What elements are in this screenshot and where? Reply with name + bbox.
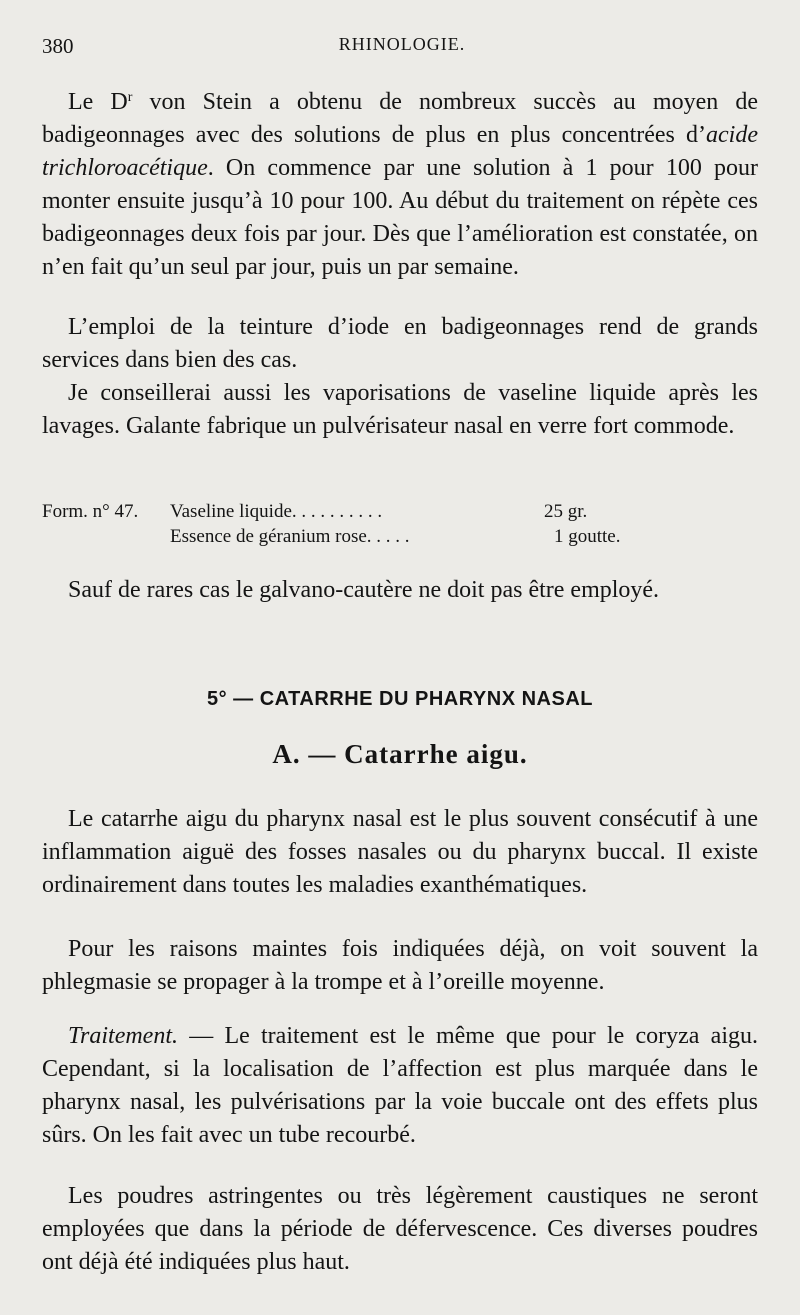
subsection-title: A. — Catarrhe aigu. bbox=[272, 739, 528, 769]
paragraph-iode: L’emploi de la teinture d’iode en badigeonnages rend de grands services dans bien des cas. bbox=[42, 314, 758, 373]
paragraph-catarrhe-aigu: Le catarrhe aigu du pharynx nasal est le plus souvent consécutif à une inflammation aiguë des fosses nasales ou du pharynx buccal. Il existe ordinairement dans toutes les maladies exanthématiques. bbox=[42, 806, 758, 898]
formula-quantity: 25 gr. bbox=[544, 501, 588, 522]
running-head: RHINOLOGIE. bbox=[338, 34, 466, 54]
section-title: 5° — CATARRHE DU PHARYNX NASAL bbox=[207, 688, 593, 710]
formula-row bbox=[42, 524, 662, 549]
paragraph-phlegmasie: Pour les raisons maintes fois indiquées déjà, on voit souvent la phlegmasie se propager à la trompe et à l’oreille moyenne. bbox=[42, 936, 758, 995]
paragraph-galvano: Sauf de rares cas le galvano-cautère ne doit pas être employé. bbox=[68, 577, 660, 603]
page-number: 380 bbox=[42, 34, 74, 58]
paragraph-traitement: Traitement. — Le traitement est le même que pour le coryza aigu. Cependant, si la localisation de l’affection est plus marquée dans le pharynx nasal, les pulvérisations par la voie buccale ont des effets plus sûrs. On les fait avec un tube recourbé. bbox=[42, 1023, 758, 1148]
paragraph-von-stein: Le $D^r$ von Stein a obtenu de nombreux succès au moyen de badigeonnages avec des solutions de plus en plus concentrées d’acide trichloroacétique. On commence par une solution à 1 pour 100 pour monter ensuite jusqu’à 10 pour 100. Au début du traitement on répète ces badigeonnages deux fois par jour. Dès que l’amélioration est constatée, on n’en fait qu’un seul par jour, puis un par semaine. bbox=[42, 89, 758, 280]
formula-row bbox=[42, 499, 662, 524]
page-header bbox=[42, 34, 762, 64]
formula-quantity: 1 goutte. bbox=[554, 526, 621, 547]
paragraph-vaporisations: Je conseillerai aussi les vaporisations de vaseline liquide après les lavages. Galante fabrique un pulvérisateur nasal en verre fort commode. bbox=[42, 380, 758, 439]
formula-ingredient: Essence de géranium rose. . . . . bbox=[170, 526, 410, 547]
formula-label: Form. n° 47. bbox=[42, 501, 139, 522]
formula-47 bbox=[42, 499, 662, 549]
paragraph-poudres: Les poudres astringentes ou très légèrement caustiques ne seront employées que dans la période de défervescence. Ces diverses poudres ont déjà été indiquées plus haut. bbox=[42, 1183, 758, 1275]
formula-ingredient: Vaseline liquide. . . . . . . . . . bbox=[170, 501, 383, 522]
